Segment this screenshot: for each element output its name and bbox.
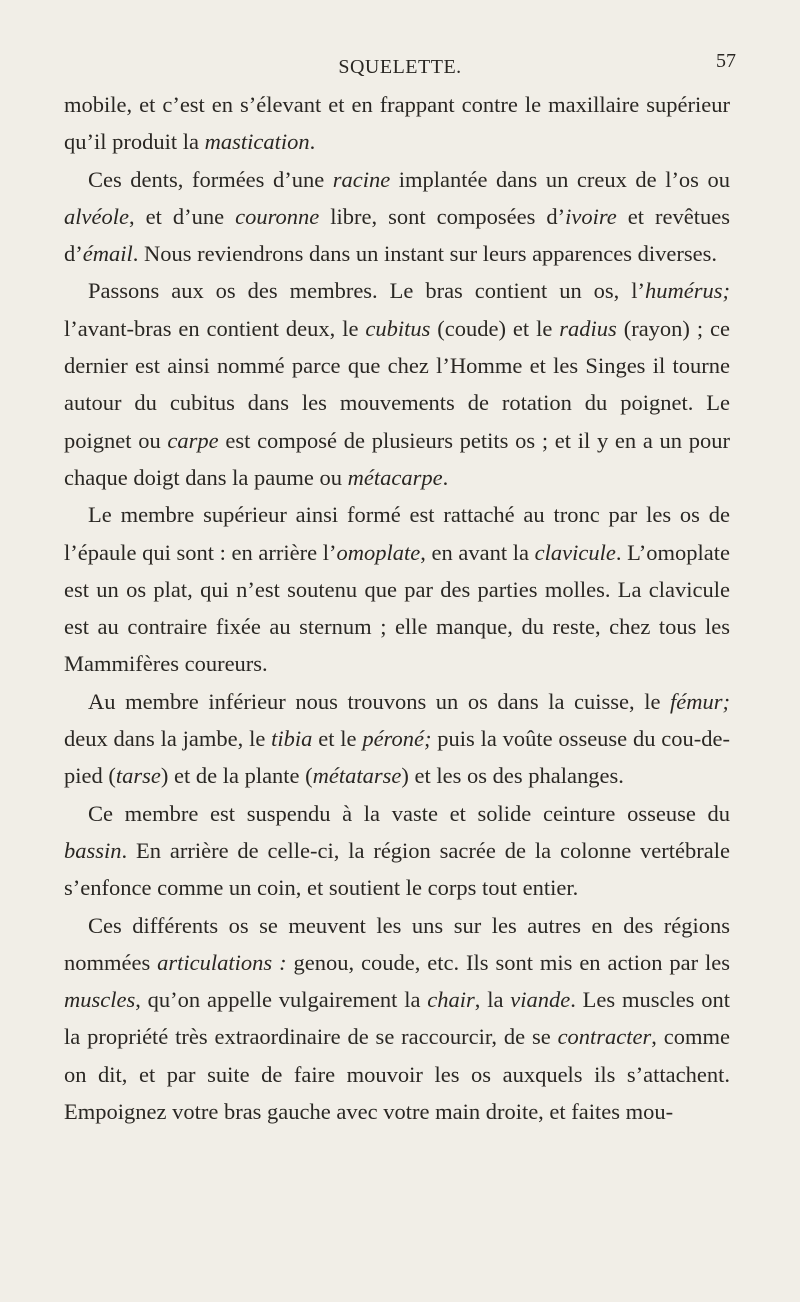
text-run: (rayon) ; ce dernier est ainsi nommé parce que chez l’Homme et les Singes il tourne autour du cubitus dans les mouvements de rotation du poignet. Le poignet ou (64, 315, 730, 453)
text-run: Au membre inférieur nous trouvons un os dans la cuisse, le (88, 688, 670, 714)
italic-term: omoplate (336, 539, 421, 565)
text-run: . (442, 464, 449, 490)
page-header (0, 50, 800, 90)
paragraph (64, 907, 730, 1131)
italic-term: couronne (235, 203, 320, 229)
text-run: . (309, 129, 316, 155)
text-run: ) et les os des phalanges. (401, 763, 624, 789)
text-run: puis la voûte osseuse du cou-de-pied ( (64, 726, 731, 789)
text-run: . Les muscles ont la propriété très extraordinaire de se raccourcir, de se (64, 987, 730, 1050)
italic-term: mastication (204, 129, 310, 155)
paragraph (64, 683, 730, 795)
italic-term: radius (559, 315, 617, 341)
text-run: , comme on dit, et par suite de faire mouvoir les os auxquels ils s’attachent. Empoignez votre bras gauche avec votre main droite, et faites mou- (64, 1024, 730, 1125)
italic-term: émail (82, 241, 133, 267)
italic-term: tibia (271, 726, 313, 752)
italic-term: cubitus (365, 315, 431, 341)
text-run: ) et de la plante ( (160, 763, 313, 789)
text-run: . Nous reviendrons dans un instant sur leurs apparences diverses. (132, 241, 717, 267)
italic-term: fémur; (670, 688, 730, 714)
paragraph (64, 795, 730, 907)
text-run: Ces différents os se meuvent les uns sur les autres en des régions nommées (64, 912, 730, 975)
italic-term: muscles (64, 987, 136, 1013)
text-run: est composé de plusieurs petits os ; et il y en a un pour chaque doigt dans la paume ou (64, 427, 730, 490)
italic-term: métacarpe (347, 464, 443, 490)
text-run: . En arrière de celle-ci, la région sacrée de la colonne vertébrale s’enfonce comme un coin, et soutient le corps tout entier. (64, 837, 730, 901)
italic-term: viande (510, 987, 571, 1013)
text-run: Le membre supérieur ainsi formé est rattaché au tronc par les os de l’épaule qui sont : en arrière l’ (64, 502, 730, 565)
text-run: Ce membre est suspendu à la vaste et solide ceinture osseuse du (88, 800, 730, 826)
text-run: implantée dans un creux de l’os ou (390, 166, 730, 192)
italic-term: carpe (167, 427, 219, 453)
text-run: libre, sont composées d’ (319, 203, 566, 229)
text-run: genou, coude, etc. Ils sont mis en action par les (286, 949, 731, 975)
italic-term: contracter (557, 1024, 652, 1050)
text-run: mobile, et c’est en s’élevant et en frappant contre le maxillaire supérieur qu’il produit la (64, 92, 730, 155)
text-run: , et d’une (128, 203, 236, 229)
text-run: l’avant-bras en contient deux, le (64, 315, 366, 341)
paragraph (64, 86, 730, 161)
italic-term: alvéole (64, 203, 129, 229)
text-run: , en avant la (420, 539, 535, 565)
italic-term: ivoire (565, 203, 617, 229)
italic-term: tarse (115, 763, 161, 789)
text-run: (coude) et le (430, 315, 560, 341)
body-text (64, 86, 730, 1130)
text-run: et le (312, 726, 363, 752)
paragraph (64, 272, 730, 496)
italic-term: clavicule (534, 539, 616, 565)
running-title: SQUELETTE. (338, 56, 462, 78)
italic-term: péroné; (362, 726, 432, 752)
paragraph (64, 161, 730, 273)
text-run: et revêtues d’ (64, 203, 730, 267)
italic-term: métatarse (312, 763, 402, 789)
italic-term: bassin (64, 837, 122, 863)
italic-term: chair (427, 987, 475, 1013)
italic-term: humérus; (645, 278, 730, 304)
text-run: Ces dents, formées d’une (88, 166, 333, 192)
text-run: . L’omoplate est un os plat, qui n’est soutenu que par des parties molles. La clavicule est au contraire fixée au sternum ; elle manque, du reste, chez tous les Mammifères coureurs. (64, 539, 730, 677)
text-run: Passons aux os des membres. Le bras contient un os, l’ (88, 278, 645, 304)
text-run: , qu’on appelle vulgairement la (135, 987, 428, 1013)
italic-term: articulations : (157, 949, 287, 975)
page-number: 57 (716, 50, 736, 72)
text-run: deux dans la jambe, le (64, 726, 272, 752)
paragraph (64, 496, 730, 682)
italic-term: racine (332, 166, 391, 192)
text-run: , la (474, 987, 511, 1013)
